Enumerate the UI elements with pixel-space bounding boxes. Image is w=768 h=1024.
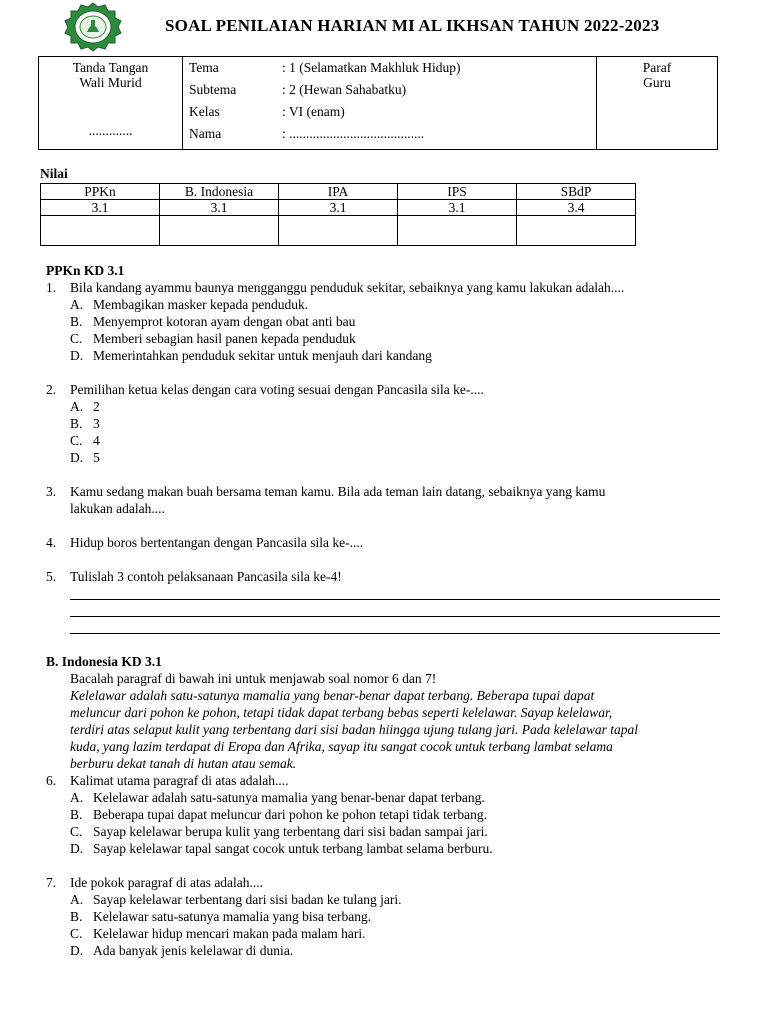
option-letter: D. bbox=[70, 943, 84, 958]
option-letter: D. bbox=[70, 348, 84, 363]
question-number: 3. bbox=[46, 484, 57, 499]
nilai-score-cell[interactable] bbox=[517, 216, 636, 246]
option[interactable] bbox=[46, 840, 726, 857]
info-value: : VI (enam) bbox=[282, 104, 345, 119]
paragraph-line: meluncur dari pohon ke pohon, tetapi tidak dapat terbang bebas seperti kelelawar. Sayap kelelawar, bbox=[70, 705, 613, 720]
nilai-score-cell[interactable] bbox=[160, 216, 279, 246]
nilai-subject: SBdP bbox=[517, 184, 636, 200]
option-letter: B. bbox=[70, 909, 83, 924]
paragraph-line: Kelelawar adalah satu-satunya mamalia yang benar-benar dapat terbang. Beberapa tupai dapat bbox=[70, 688, 595, 703]
nilai-score-cell[interactable] bbox=[279, 216, 398, 246]
question-2 bbox=[46, 381, 726, 398]
paragraph-line: terdiri atas selaput kulit yang terbentang dari sisi badan hiingga ujung tulang jari. Pada kelelawar tapal bbox=[70, 722, 638, 737]
option[interactable] bbox=[46, 449, 726, 466]
option[interactable] bbox=[46, 398, 726, 415]
option-letter: B. bbox=[70, 314, 83, 329]
section-title-ppkn: PPKn KD 3.1 bbox=[46, 263, 125, 278]
answer-line[interactable] bbox=[70, 602, 720, 617]
question-text: Kamu sedang makan buah bersama teman kamu. Bila ada teman lain datang, sebaiknya yang kamu bbox=[70, 484, 606, 499]
question-6 bbox=[46, 772, 726, 789]
nilai-table bbox=[40, 183, 636, 246]
question-number: 1. bbox=[46, 280, 57, 295]
question-5 bbox=[46, 568, 726, 585]
nilai-score-cell[interactable] bbox=[41, 216, 160, 246]
option-letter: D. bbox=[70, 450, 84, 465]
nilai-subject: B. Indonesia bbox=[160, 184, 279, 200]
info-row-tema bbox=[183, 57, 596, 79]
question-text: Pemilihan ketua kelas dengan cara voting sesuai dengan Pancasila sila ke-.... bbox=[70, 382, 484, 397]
option-text: Sayap kelelawar terbentang dari sisi badan ke tulang jari. bbox=[93, 892, 402, 907]
info-row-subtema bbox=[183, 79, 596, 101]
signature-label-1: Tanda Tangan bbox=[72, 60, 149, 75]
option[interactable] bbox=[46, 925, 726, 942]
option[interactable] bbox=[46, 806, 726, 823]
option-letter: A. bbox=[70, 892, 84, 907]
info-fields bbox=[183, 57, 597, 150]
option[interactable] bbox=[46, 415, 726, 432]
reading-paragraph bbox=[46, 687, 726, 772]
option[interactable] bbox=[46, 891, 726, 908]
option[interactable] bbox=[46, 908, 726, 925]
question-3 bbox=[46, 483, 726, 517]
question-1 bbox=[46, 279, 726, 296]
question-text: Ide pokok paragraf di atas adalah.... bbox=[70, 875, 264, 890]
nilai-kd: 3.1 bbox=[160, 200, 279, 216]
question-number: 5. bbox=[46, 569, 57, 584]
question-number: 7. bbox=[46, 875, 57, 890]
option-letter: C. bbox=[70, 331, 83, 346]
question-4 bbox=[46, 534, 726, 551]
option-text: Kelelawar hidup mencari makan pada malam hari. bbox=[93, 926, 366, 941]
answer-line[interactable] bbox=[70, 585, 720, 600]
section-title-bindo: B. Indonesia KD 3.1 bbox=[46, 654, 162, 669]
info-label: Kelas bbox=[189, 104, 220, 119]
info-value: : 2 (Hewan Sahabatku) bbox=[282, 82, 407, 97]
option[interactable] bbox=[46, 347, 726, 364]
nilai-subject-row bbox=[41, 184, 636, 200]
option[interactable] bbox=[46, 789, 726, 806]
signature-cell bbox=[39, 57, 183, 150]
paraf-label-1: Paraf bbox=[642, 60, 672, 75]
question-number: 4. bbox=[46, 535, 57, 550]
question-text: Tulislah 3 contoh pelaksanaan Pancasila sila ke-4! bbox=[70, 569, 342, 584]
info-label: Subtema bbox=[189, 82, 237, 97]
question-7 bbox=[46, 874, 726, 891]
nilai-score-cell[interactable] bbox=[398, 216, 517, 246]
option-text: Memberi sebagian hasil panen kepada penduduk bbox=[93, 331, 356, 346]
option-text: Kelelawar satu-satunya mamalia yang bisa terbang. bbox=[93, 909, 372, 924]
option[interactable] bbox=[46, 330, 726, 347]
nilai-kd-row bbox=[41, 200, 636, 216]
option-letter: C. bbox=[70, 433, 83, 448]
paraf-label-2: Guru bbox=[643, 75, 671, 90]
option-letter: C. bbox=[70, 824, 83, 839]
nilai-score-row bbox=[41, 216, 636, 246]
nilai-subject: IPS bbox=[398, 184, 517, 200]
info-label: Nama bbox=[189, 126, 222, 141]
page-title: SOAL PENILAIAN HARIAN MI AL IKHSAN TAHUN 2022-2023 bbox=[165, 16, 660, 35]
signature-label-2: Wali Murid bbox=[79, 75, 142, 90]
info-row-kelas bbox=[183, 101, 596, 123]
option-letter: C. bbox=[70, 926, 83, 941]
option-text: 4 bbox=[93, 433, 100, 448]
option-text: 3 bbox=[93, 416, 100, 431]
info-row-nama bbox=[183, 123, 596, 145]
option[interactable] bbox=[46, 313, 726, 330]
option-text: Ada banyak jenis kelelawar di dunia. bbox=[93, 943, 294, 958]
nilai-subject: IPA bbox=[279, 184, 398, 200]
option-letter: D. bbox=[70, 841, 84, 856]
option-text: 5 bbox=[93, 450, 100, 465]
question-text: Kalimat utama paragraf di atas adalah.... bbox=[70, 773, 289, 788]
option-letter: A. bbox=[70, 399, 84, 414]
reading-instruction: Bacalah paragraf di bawah ini untuk menjawab soal nomor 6 dan 7! bbox=[70, 671, 437, 686]
option-text: Membagikan masker kepada penduduk. bbox=[93, 297, 309, 312]
info-label: Tema bbox=[189, 60, 219, 75]
option-letter: A. bbox=[70, 790, 84, 805]
option[interactable] bbox=[46, 432, 726, 449]
option-text: Beberapa tupai dapat meluncur dari pohon ke pohon tetapi tidak terbang. bbox=[93, 807, 487, 822]
nilai-subject: PPKn bbox=[41, 184, 160, 200]
paraf-cell bbox=[597, 57, 718, 150]
option[interactable] bbox=[46, 942, 726, 959]
question-number: 6. bbox=[46, 773, 57, 788]
option-text: Memerintahkan penduduk sekitar untuk menjauh dari kandang bbox=[93, 348, 432, 363]
answer-line[interactable] bbox=[70, 619, 720, 634]
nilai-kd: 3.1 bbox=[41, 200, 160, 216]
school-logo-icon bbox=[58, 2, 128, 52]
question-number: 2. bbox=[46, 382, 57, 397]
signature-dots: ............. bbox=[88, 123, 133, 138]
question-content bbox=[46, 262, 726, 959]
nilai-kd: 3.1 bbox=[279, 200, 398, 216]
nilai-kd: 3.1 bbox=[398, 200, 517, 216]
option-text: 2 bbox=[93, 399, 100, 414]
option[interactable] bbox=[46, 296, 726, 313]
option-letter: A. bbox=[70, 297, 84, 312]
info-value: : ........................................ bbox=[282, 126, 425, 141]
info-value: : 1 (Selamatkan Makhluk Hidup) bbox=[282, 60, 461, 75]
option-letter: B. bbox=[70, 807, 83, 822]
paragraph-line: berburu dekat tanah di hutan atau semak. bbox=[70, 756, 297, 771]
option-text: Menyemprot kotoran ayam dengan obat anti bau bbox=[93, 314, 356, 329]
nilai-kd: 3.4 bbox=[517, 200, 636, 216]
student-info-table bbox=[38, 56, 718, 150]
option-text: Kelelawar adalah satu-satunya mamalia yang benar-benar dapat terbang. bbox=[93, 790, 485, 805]
nilai-label: Nilai bbox=[40, 166, 68, 181]
option-text: Sayap kelelawar tapal sangat cocok untuk terbang lambat selama berburu. bbox=[93, 841, 493, 856]
question-text: Bila kandang ayammu baunya mengganggu penduduk sekitar, sebaiknya yang kamu lakukan adalah.... bbox=[70, 280, 625, 295]
paragraph-line: kuda, yang lazim terdapat di Eropa dan Afrika, sayap itu sangat cocok untuk terbang lambat selama bbox=[70, 739, 613, 754]
option-letter: B. bbox=[70, 416, 83, 431]
question-text-cont: lakukan adalah.... bbox=[70, 501, 165, 516]
option[interactable] bbox=[46, 823, 726, 840]
page-header bbox=[58, 2, 738, 52]
question-text: Hidup boros bertentangan dengan Pancasila sila ke-.... bbox=[70, 535, 364, 550]
option-text: Sayap kelelawar berupa kulit yang terbentang dari sisi badan sampai jari. bbox=[93, 824, 488, 839]
